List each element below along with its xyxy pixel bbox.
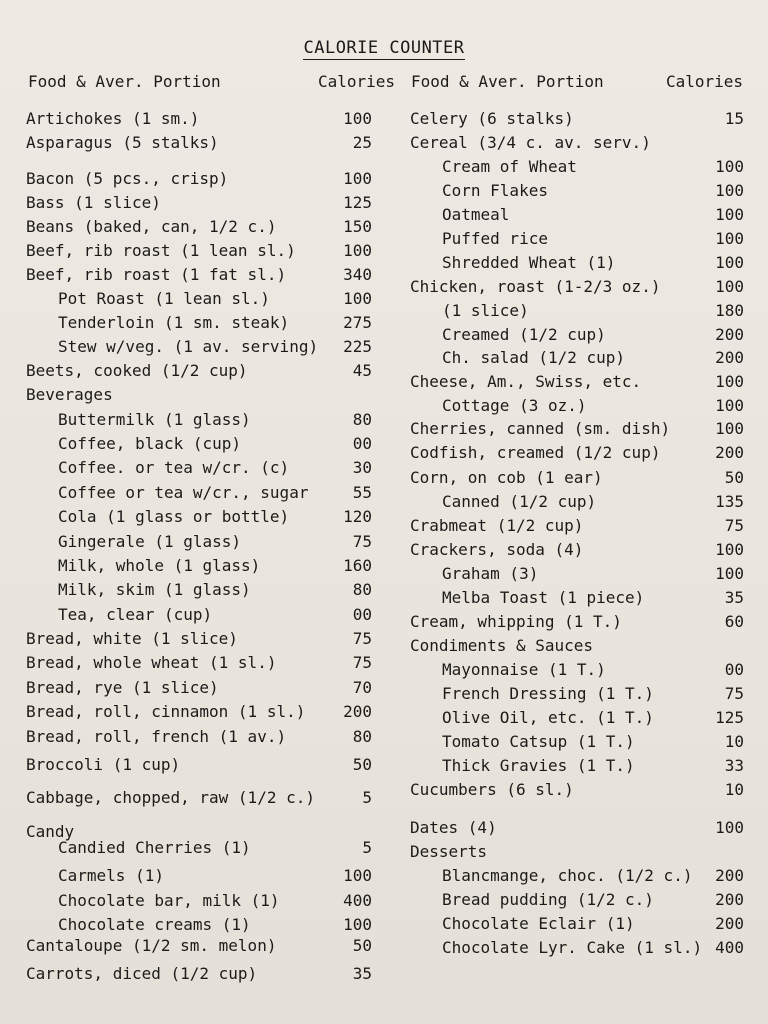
calorie-value: 100 (715, 540, 744, 559)
calorie-value: 75 (352, 532, 372, 551)
food-row (410, 864, 748, 888)
food-row (410, 816, 748, 840)
calorie-value: 50 (352, 755, 372, 774)
calorie-value: 200 (715, 866, 744, 885)
food-name: Artichokes (1 sm.) (26, 109, 200, 128)
food-name: Chocolate creams (1) (58, 915, 251, 934)
calorie-value: 100 (715, 253, 744, 272)
calorie-value: 100 (343, 915, 372, 934)
calorie-value: 00 (352, 434, 372, 453)
food-row (410, 514, 748, 538)
food-name: Stew w/veg. (1 av. serving) (58, 337, 319, 356)
calorie-value: 100 (343, 109, 372, 128)
food-row (26, 215, 384, 239)
food-name: Oatmeal (442, 205, 510, 224)
food-name: Cabbage, chopped, raw (1/2 c.) (26, 788, 315, 807)
calorie-value: 5 (362, 788, 372, 807)
food-row (26, 554, 384, 578)
calorie-value: 120 (343, 507, 372, 526)
food-name: Bread, rye (1 slice) (26, 678, 219, 697)
calorie-value: 80 (352, 580, 372, 599)
calorie-value: 55 (352, 483, 372, 502)
food-row (26, 700, 384, 724)
calorie-value: 200 (343, 702, 372, 721)
food-name: Thick Gravies (1 T.) (442, 756, 635, 775)
calorie-value: 100 (715, 818, 744, 837)
food-name: Milk, skim (1 glass) (58, 580, 251, 599)
calorie-value: 100 (715, 396, 744, 415)
calorie-value: 70 (352, 678, 372, 697)
food-row (26, 578, 384, 602)
food-row (410, 658, 748, 682)
left-calories-header: Calories (318, 72, 396, 91)
calorie-value: 75 (724, 516, 744, 535)
calorie-value: 100 (715, 277, 744, 296)
food-row (26, 359, 384, 383)
food-name: French Dressing (1 T.) (442, 684, 654, 703)
food-name: Coffee. or tea w/cr. (c) (58, 458, 290, 477)
calorie-value: 200 (715, 914, 744, 933)
food-row (410, 227, 748, 251)
food-row (26, 676, 384, 700)
calorie-value: 400 (715, 938, 744, 957)
food-row (26, 753, 384, 777)
calorie-value: 100 (715, 229, 744, 248)
food-row (410, 203, 748, 227)
calorie-value: 35 (352, 964, 372, 983)
food-name: Bread, roll, french (1 av.) (26, 727, 287, 746)
food-row (26, 456, 384, 480)
calorie-value: 25 (352, 133, 372, 152)
calorie-value: 400 (343, 891, 372, 910)
food-name: Gingerale (1 glass) (58, 532, 242, 551)
calorie-value: 50 (724, 468, 744, 487)
food-name: Coffee or tea w/cr., sugar (58, 483, 309, 502)
calorie-value: 00 (352, 605, 372, 624)
food-row (410, 610, 748, 634)
food-name: Candy (26, 822, 75, 841)
food-row (410, 155, 748, 179)
food-name: Crabmeat (1/2 cup) (410, 516, 584, 535)
food-name: Cherries, canned (sm. dish) (410, 419, 671, 438)
food-name: Chicken, roast (1-2/3 oz.) (410, 277, 661, 296)
food-row (410, 466, 748, 490)
food-row (26, 962, 384, 986)
calorie-value: 100 (715, 181, 744, 200)
food-name: Beef, rib roast (1 fat sl.) (26, 265, 287, 284)
food-row (410, 706, 748, 730)
calorie-value: 10 (724, 732, 744, 751)
food-row (410, 562, 748, 586)
food-row (410, 490, 748, 514)
left-food-header: Food & Aver. Portion (28, 72, 221, 91)
food-row (410, 840, 748, 864)
food-row (26, 408, 384, 432)
food-name: Chocolate Eclair (1) (442, 914, 635, 933)
food-name: Cola (1 glass or bottle) (58, 507, 290, 526)
food-name: Beets, cooked (1/2 cup) (26, 361, 248, 380)
food-name: Crackers, soda (4) (410, 540, 584, 559)
calorie-value: 75 (352, 629, 372, 648)
calorie-value: 225 (343, 337, 372, 356)
calorie-value: 30 (352, 458, 372, 477)
calorie-value: 100 (715, 564, 744, 583)
food-name: Bread pudding (1/2 c.) (442, 890, 654, 909)
food-name: Bread, white (1 slice) (26, 629, 238, 648)
food-name: Corn Flakes (442, 181, 548, 200)
food-name: Cottage (3 oz.) (442, 396, 587, 415)
calorie-value: 100 (343, 169, 372, 188)
food-name: Melba Toast (1 piece) (442, 588, 645, 607)
calorie-value: 100 (715, 157, 744, 176)
calorie-value: 10 (724, 780, 744, 799)
food-name: Cucumbers (6 sl.) (410, 780, 574, 799)
food-name: Canned (1/2 cup) (442, 492, 597, 511)
food-row (410, 888, 748, 912)
calorie-value: 35 (724, 588, 744, 607)
calorie-value: 00 (724, 660, 744, 679)
food-name: Codfish, creamed (1/2 cup) (410, 443, 661, 462)
calorie-value: 100 (343, 866, 372, 885)
food-row (410, 682, 748, 706)
calorie-value: 80 (352, 410, 372, 429)
food-row (26, 651, 384, 675)
food-row (410, 179, 748, 203)
food-name: Bread, whole wheat (1 sl.) (26, 653, 277, 672)
food-row (410, 370, 748, 394)
food-name: Cantaloupe (1/2 sm. melon) (26, 936, 277, 955)
food-name: Condiments & Sauces (410, 636, 594, 655)
food-row (26, 167, 384, 191)
calorie-value: 75 (724, 684, 744, 703)
food-name: Cream of Wheat (442, 157, 577, 176)
calorie-value: 125 (715, 708, 744, 727)
food-name: Celery (6 stalks) (410, 109, 574, 128)
food-name: Cheese, Am., Swiss, etc. (410, 372, 642, 391)
food-row (410, 538, 748, 562)
food-row (410, 251, 748, 275)
food-row (410, 323, 748, 347)
calorie-value: 100 (343, 241, 372, 260)
calorie-value: 5 (362, 838, 372, 857)
calorie-value: 45 (352, 361, 372, 380)
food-name: Chocolate bar, milk (1) (58, 891, 280, 910)
food-name: Coffee, black (cup) (58, 434, 242, 453)
food-row (410, 441, 748, 465)
calorie-value: 200 (715, 890, 744, 909)
food-row (410, 912, 748, 936)
food-row (26, 131, 384, 155)
food-row (26, 191, 384, 215)
food-name: Beans (baked, can, 1/2 c.) (26, 217, 277, 236)
food-name: Desserts (410, 842, 488, 861)
food-name: Shredded Wheat (1) (442, 253, 616, 272)
food-name: (1 slice) (442, 301, 529, 320)
food-name: Carmels (1) (58, 866, 164, 885)
food-name: Candied Cherries (1) (58, 838, 251, 857)
food-row (410, 417, 748, 441)
food-row (410, 299, 748, 323)
food-name: Graham (3) (442, 564, 539, 583)
calorie-value: 100 (715, 419, 744, 438)
food-row (26, 107, 384, 131)
left-column (26, 0, 384, 1024)
calorie-value: 100 (715, 372, 744, 391)
food-name: Puffed rice (442, 229, 548, 248)
food-name: Tea, clear (cup) (58, 605, 213, 624)
food-row (26, 311, 384, 335)
calorie-value: 80 (352, 727, 372, 746)
food-name: Bread, roll, cinnamon (1 sl.) (26, 702, 306, 721)
page-title: CALORIE COUNTER (303, 38, 465, 58)
food-row (410, 778, 748, 802)
calorie-value: 200 (715, 443, 744, 462)
food-name: Cream, whipping (1 T.) (410, 612, 622, 631)
calorie-value: 100 (343, 289, 372, 308)
food-row (410, 634, 748, 658)
food-name: Beverages (26, 385, 113, 404)
calorie-value: 135 (715, 492, 744, 511)
food-name: Beef, rib roast (1 lean sl.) (26, 241, 296, 260)
food-name: Tomato Catsup (1 T.) (442, 732, 635, 751)
calorie-value: 100 (715, 205, 744, 224)
food-row (410, 131, 748, 155)
food-row (410, 754, 748, 778)
food-row (26, 530, 384, 554)
food-row (26, 786, 384, 810)
food-row (410, 936, 748, 960)
calorie-value: 33 (724, 756, 744, 775)
food-row (410, 346, 748, 370)
food-name: Tenderloin (1 sm. steak) (58, 313, 290, 332)
calorie-value: 60 (724, 612, 744, 631)
food-name: Milk, whole (1 glass) (58, 556, 261, 575)
calorie-value: 340 (343, 265, 372, 284)
calorie-value: 15 (724, 109, 744, 128)
food-row (410, 730, 748, 754)
food-name: Chocolate Lyr. Cake (1 sl.) (442, 938, 703, 957)
food-row (26, 239, 384, 263)
food-row (26, 383, 384, 407)
food-name: Broccoli (1 cup) (26, 755, 181, 774)
calorie-value: 125 (343, 193, 372, 212)
calorie-value: 160 (343, 556, 372, 575)
food-row (26, 836, 384, 860)
food-row (26, 287, 384, 311)
calorie-value: 275 (343, 313, 372, 332)
food-name: Dates (4) (410, 818, 497, 837)
food-name: Asparagus (5 stalks) (26, 133, 219, 152)
food-row (410, 586, 748, 610)
food-name: Ch. salad (1/2 cup) (442, 348, 626, 367)
food-name: Mayonnaise (1 T.) (442, 660, 606, 679)
food-row (26, 263, 384, 287)
food-name: Buttermilk (1 glass) (58, 410, 251, 429)
food-row (410, 107, 748, 131)
calorie-value: 180 (715, 301, 744, 320)
calorie-value: 150 (343, 217, 372, 236)
calorie-value: 200 (715, 325, 744, 344)
calorie-value: 200 (715, 348, 744, 367)
food-name: Pot Roast (1 lean sl.) (58, 289, 270, 308)
food-name: Corn, on cob (1 ear) (410, 468, 603, 487)
food-name: Bacon (5 pcs., crisp) (26, 169, 229, 188)
food-name: Olive Oil, etc. (1 T.) (442, 708, 654, 727)
food-row (26, 432, 384, 456)
food-row (26, 889, 384, 913)
right-food-header: Food & Aver. Portion (411, 72, 604, 91)
food-row (410, 275, 748, 299)
calorie-value: 75 (352, 653, 372, 672)
food-row (26, 627, 384, 651)
food-name: Bass (1 slice) (26, 193, 161, 212)
right-column (410, 0, 748, 1024)
food-name: Cereal (3/4 c. av. serv.) (410, 133, 651, 152)
food-row (26, 934, 384, 958)
food-name: Carrots, diced (1/2 cup) (26, 964, 258, 983)
food-row (410, 394, 748, 418)
food-row (26, 725, 384, 749)
food-name: Creamed (1/2 cup) (442, 325, 606, 344)
calorie-value: 50 (352, 936, 372, 955)
food-row (26, 864, 384, 888)
food-row (26, 603, 384, 627)
right-calories-header: Calories (666, 72, 744, 91)
food-row (26, 481, 384, 505)
food-row (26, 335, 384, 359)
food-name: Blancmange, choc. (1/2 c.) (442, 866, 693, 885)
food-row (26, 505, 384, 529)
